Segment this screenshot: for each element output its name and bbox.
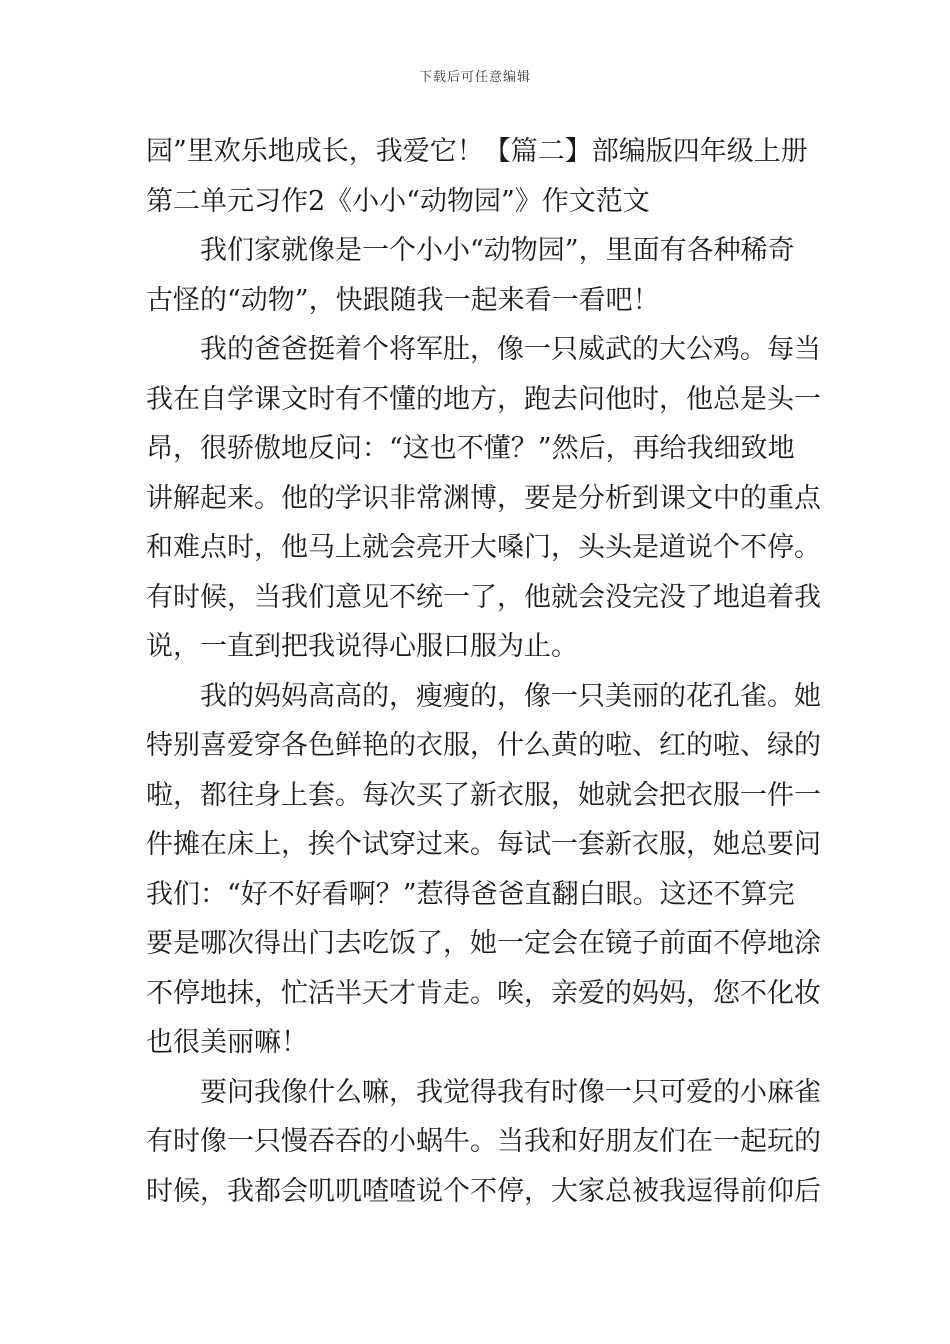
paragraph-start-line: 我的爸爸挺着个将军肚，像一只威武的大公鸡。每当 [200,334,821,365]
text-line: 讲解起来。他的学识非常渊博，要是分析到课文中的重点 [146,482,821,514]
text-line: 第二单元习作2《小小“动物园”》作文范文 [146,185,650,217]
text-line: 古怪的“动物”，快跟随我一起来看一看吧！ [146,284,660,316]
text-line: 不停地抹，忙活半天才肯走。唉，亲爱的妈妈，您不化妆 [146,977,821,1009]
text-line: 有时候，当我们意见不统一了，他就会没完没了地追着我 [146,581,821,613]
document-body [146,127,821,1216]
text-line: 特别喜爱穿各色鲜艳的衣服，什么黄的啦、红的啦、绿的 [146,730,821,761]
text-line: 要是哪次得出门去吃饭了，她一定会在镜子前面不停地涂 [146,928,821,959]
text-line: 时候，我都会叽叽喳喳说个不停，大家总被我逗得前仰后 [146,1175,821,1207]
paragraph-start-line: 我们家就像是一个小小“动物园”，里面有各种稀奇 [200,235,795,266]
text-line: 园”里欢乐地成长，我爱它！【篇二】部编版四年级上册 [146,136,808,167]
text-line: 和难点时，他马上就会亮开大嗓门，头头是道说个不停。 [146,532,821,563]
text-line: 我在自学课文时有不懂的地方，跑去问他时，他总是头一 [146,383,821,415]
text-line: 啦，都往身上套。每次买了新衣服，她就会把衣服一件一 [146,779,821,811]
text-line: 我们：“好不好看啊？”惹得爸爸直翻白眼。这还不算完 [146,878,795,910]
text-line: 有时像一只慢吞吞的小蜗牛。当我和好朋友们在一起玩的 [146,1126,821,1157]
paragraph-start-line: 要问我像什么嘛，我觉得我有时像一只可爱的小麻雀 [200,1076,821,1108]
text-line: 件摊在床上，挨个试穿过来。每试一套新衣服，她总要问 [146,829,821,860]
text-line: 说，一直到把我说得心服口服为止。 [146,631,578,662]
paragraph-start-line: 我的妈妈高高的，瘦瘦的，像一只美丽的花孔雀。她 [200,680,821,712]
page-header: 下载后可任意编辑 [418,70,531,85]
text-line: 昂，很骄傲地反问：“这也不懂？”然后，再给我细致地 [146,433,795,464]
text-line: 也很美丽嘛！ [146,1027,308,1058]
